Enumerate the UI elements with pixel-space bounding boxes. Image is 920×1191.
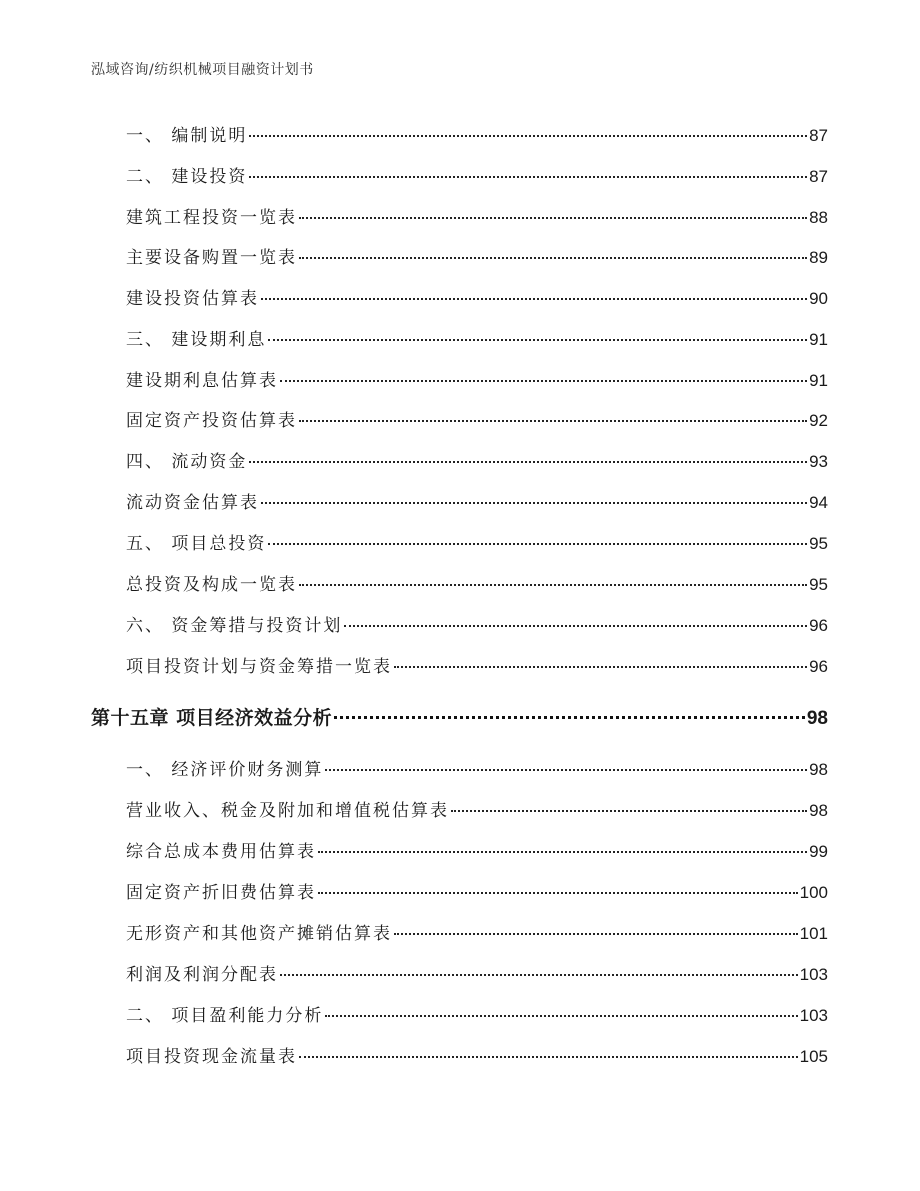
- toc-entry[interactable]: [126, 1003, 828, 1029]
- toc-entry-page-number: 91: [809, 330, 828, 349]
- toc-entry[interactable]: [126, 921, 828, 947]
- toc-entry-page-number: 103: [799, 1006, 828, 1025]
- toc-entry[interactable]: [126, 205, 828, 231]
- toc-entry-label: 建设期利息估算表: [126, 371, 278, 391]
- toc-entry[interactable]: [126, 880, 828, 906]
- dot-leader: [249, 135, 807, 137]
- toc-entry-label: 总投资及构成一览表: [126, 575, 297, 595]
- toc-entry[interactable]: [126, 164, 828, 190]
- dot-leader: [344, 625, 807, 627]
- toc-entry-page-number: 96: [809, 616, 828, 635]
- toc-entry-page-number: 95: [809, 534, 828, 553]
- toc-entry-label: 项目投资计划与资金筹措一览表: [126, 657, 392, 677]
- dot-leader: [249, 176, 807, 178]
- toc-entry-label: 固定资产折旧费估算表: [126, 883, 316, 903]
- toc-entry-label: 建设投资估算表: [126, 289, 259, 309]
- toc-entry[interactable]: [126, 757, 828, 783]
- toc-entry-label: 综合总成本费用估算表: [126, 842, 316, 862]
- toc-entry[interactable]: [126, 839, 828, 865]
- toc-entry[interactable]: [126, 327, 828, 353]
- toc-entry-page-number: 87: [809, 167, 828, 186]
- dot-leader: [299, 584, 807, 586]
- toc-entry[interactable]: [126, 962, 828, 988]
- toc-entry-page-number: 105: [799, 1047, 828, 1066]
- dot-leader: [299, 257, 807, 259]
- toc-entry-label: 二、 建设投资: [126, 167, 248, 187]
- toc-entry[interactable]: [126, 245, 828, 271]
- dot-leader: [299, 217, 807, 219]
- dot-leader: [318, 851, 807, 853]
- toc-entry[interactable]: [126, 368, 828, 394]
- toc-entry-label: 主要设备购置一览表: [126, 248, 297, 268]
- toc-entry-label: 一、 编制说明: [126, 126, 248, 146]
- toc-entry-label: 固定资产投资估算表: [126, 411, 297, 431]
- toc-chapter-page-number: 98: [806, 708, 828, 729]
- toc-entry[interactable]: [126, 613, 828, 639]
- toc-entry[interactable]: [126, 798, 828, 824]
- toc-entry[interactable]: [126, 123, 828, 149]
- toc-entry-page-number: 99: [809, 842, 828, 861]
- toc-entry-page-number: 87: [809, 126, 828, 145]
- running-header: 泓域咨询/纺织机械项目融资计划书: [91, 62, 314, 78]
- toc-entry[interactable]: [126, 449, 828, 475]
- toc-chapter-label: 第十五章 项目经济效益分析: [91, 707, 333, 729]
- toc-entry-page-number: 90: [809, 289, 828, 308]
- dot-leader: [261, 298, 807, 300]
- toc-entry-label: 三、 建设期利息: [126, 330, 267, 350]
- toc-entry-page-number: 93: [809, 452, 828, 471]
- toc-entry-page-number: 94: [809, 493, 828, 512]
- toc-entry-label: 流动资金估算表: [126, 493, 259, 513]
- toc-entry-label: 六、 资金筹措与投资计划: [126, 616, 343, 636]
- dot-leader: [280, 974, 798, 976]
- dot-leader: [268, 543, 807, 545]
- toc-entry-page-number: 92: [809, 411, 828, 430]
- toc-entry[interactable]: [126, 654, 828, 680]
- dot-leader: [394, 666, 807, 668]
- dot-leader: [299, 420, 807, 422]
- toc-entry-label: 五、 项目总投资: [126, 534, 267, 554]
- toc-entry-page-number: 88: [809, 208, 828, 227]
- dot-leader: [261, 502, 807, 504]
- toc-entry-page-number: 98: [809, 801, 828, 820]
- toc-entry[interactable]: [126, 531, 828, 557]
- toc-entry-label: 一、 经济评价财务测算: [126, 760, 324, 780]
- toc-entry[interactable]: [126, 572, 828, 598]
- toc-entry[interactable]: [126, 408, 828, 434]
- toc-entry-label: 二、 项目盈利能力分析: [126, 1006, 324, 1026]
- dot-leader: [325, 1015, 797, 1017]
- toc-entry-page-number: 95: [809, 575, 828, 594]
- dot-leader: [394, 933, 798, 935]
- toc-entry-label: 利润及利润分配表: [126, 965, 278, 985]
- toc-entry-page-number: 89: [809, 248, 828, 267]
- dot-leader: [249, 461, 807, 463]
- toc-entry-label: 四、 流动资金: [126, 452, 248, 472]
- dot-leader: [318, 892, 798, 894]
- dot-leader: [268, 339, 807, 341]
- dot-leader: [325, 769, 807, 771]
- toc-entry-page-number: 101: [799, 924, 828, 943]
- dot-leader: [334, 716, 805, 719]
- dot-leader: [451, 810, 807, 812]
- dot-leader: [299, 1056, 798, 1058]
- toc-entry-page-number: 91: [809, 371, 828, 390]
- toc-entry-label: 项目投资现金流量表: [126, 1047, 297, 1067]
- toc-entry[interactable]: [126, 490, 828, 516]
- toc-entry-page-number: 100: [799, 883, 828, 902]
- dot-leader: [280, 380, 807, 382]
- toc-chapter-entry[interactable]: [91, 703, 828, 733]
- toc-entry-page-number: 103: [799, 965, 828, 984]
- toc-entry[interactable]: [126, 286, 828, 312]
- toc-entry-label: 建筑工程投资一览表: [126, 208, 297, 228]
- toc-entry-page-number: 98: [809, 760, 828, 779]
- toc-entry-page-number: 96: [809, 657, 828, 676]
- toc-entry-label: 营业收入、税金及附加和增值税估算表: [126, 801, 449, 821]
- toc-entry[interactable]: [126, 1044, 828, 1070]
- toc-entry-label: 无形资产和其他资产摊销估算表: [126, 924, 392, 944]
